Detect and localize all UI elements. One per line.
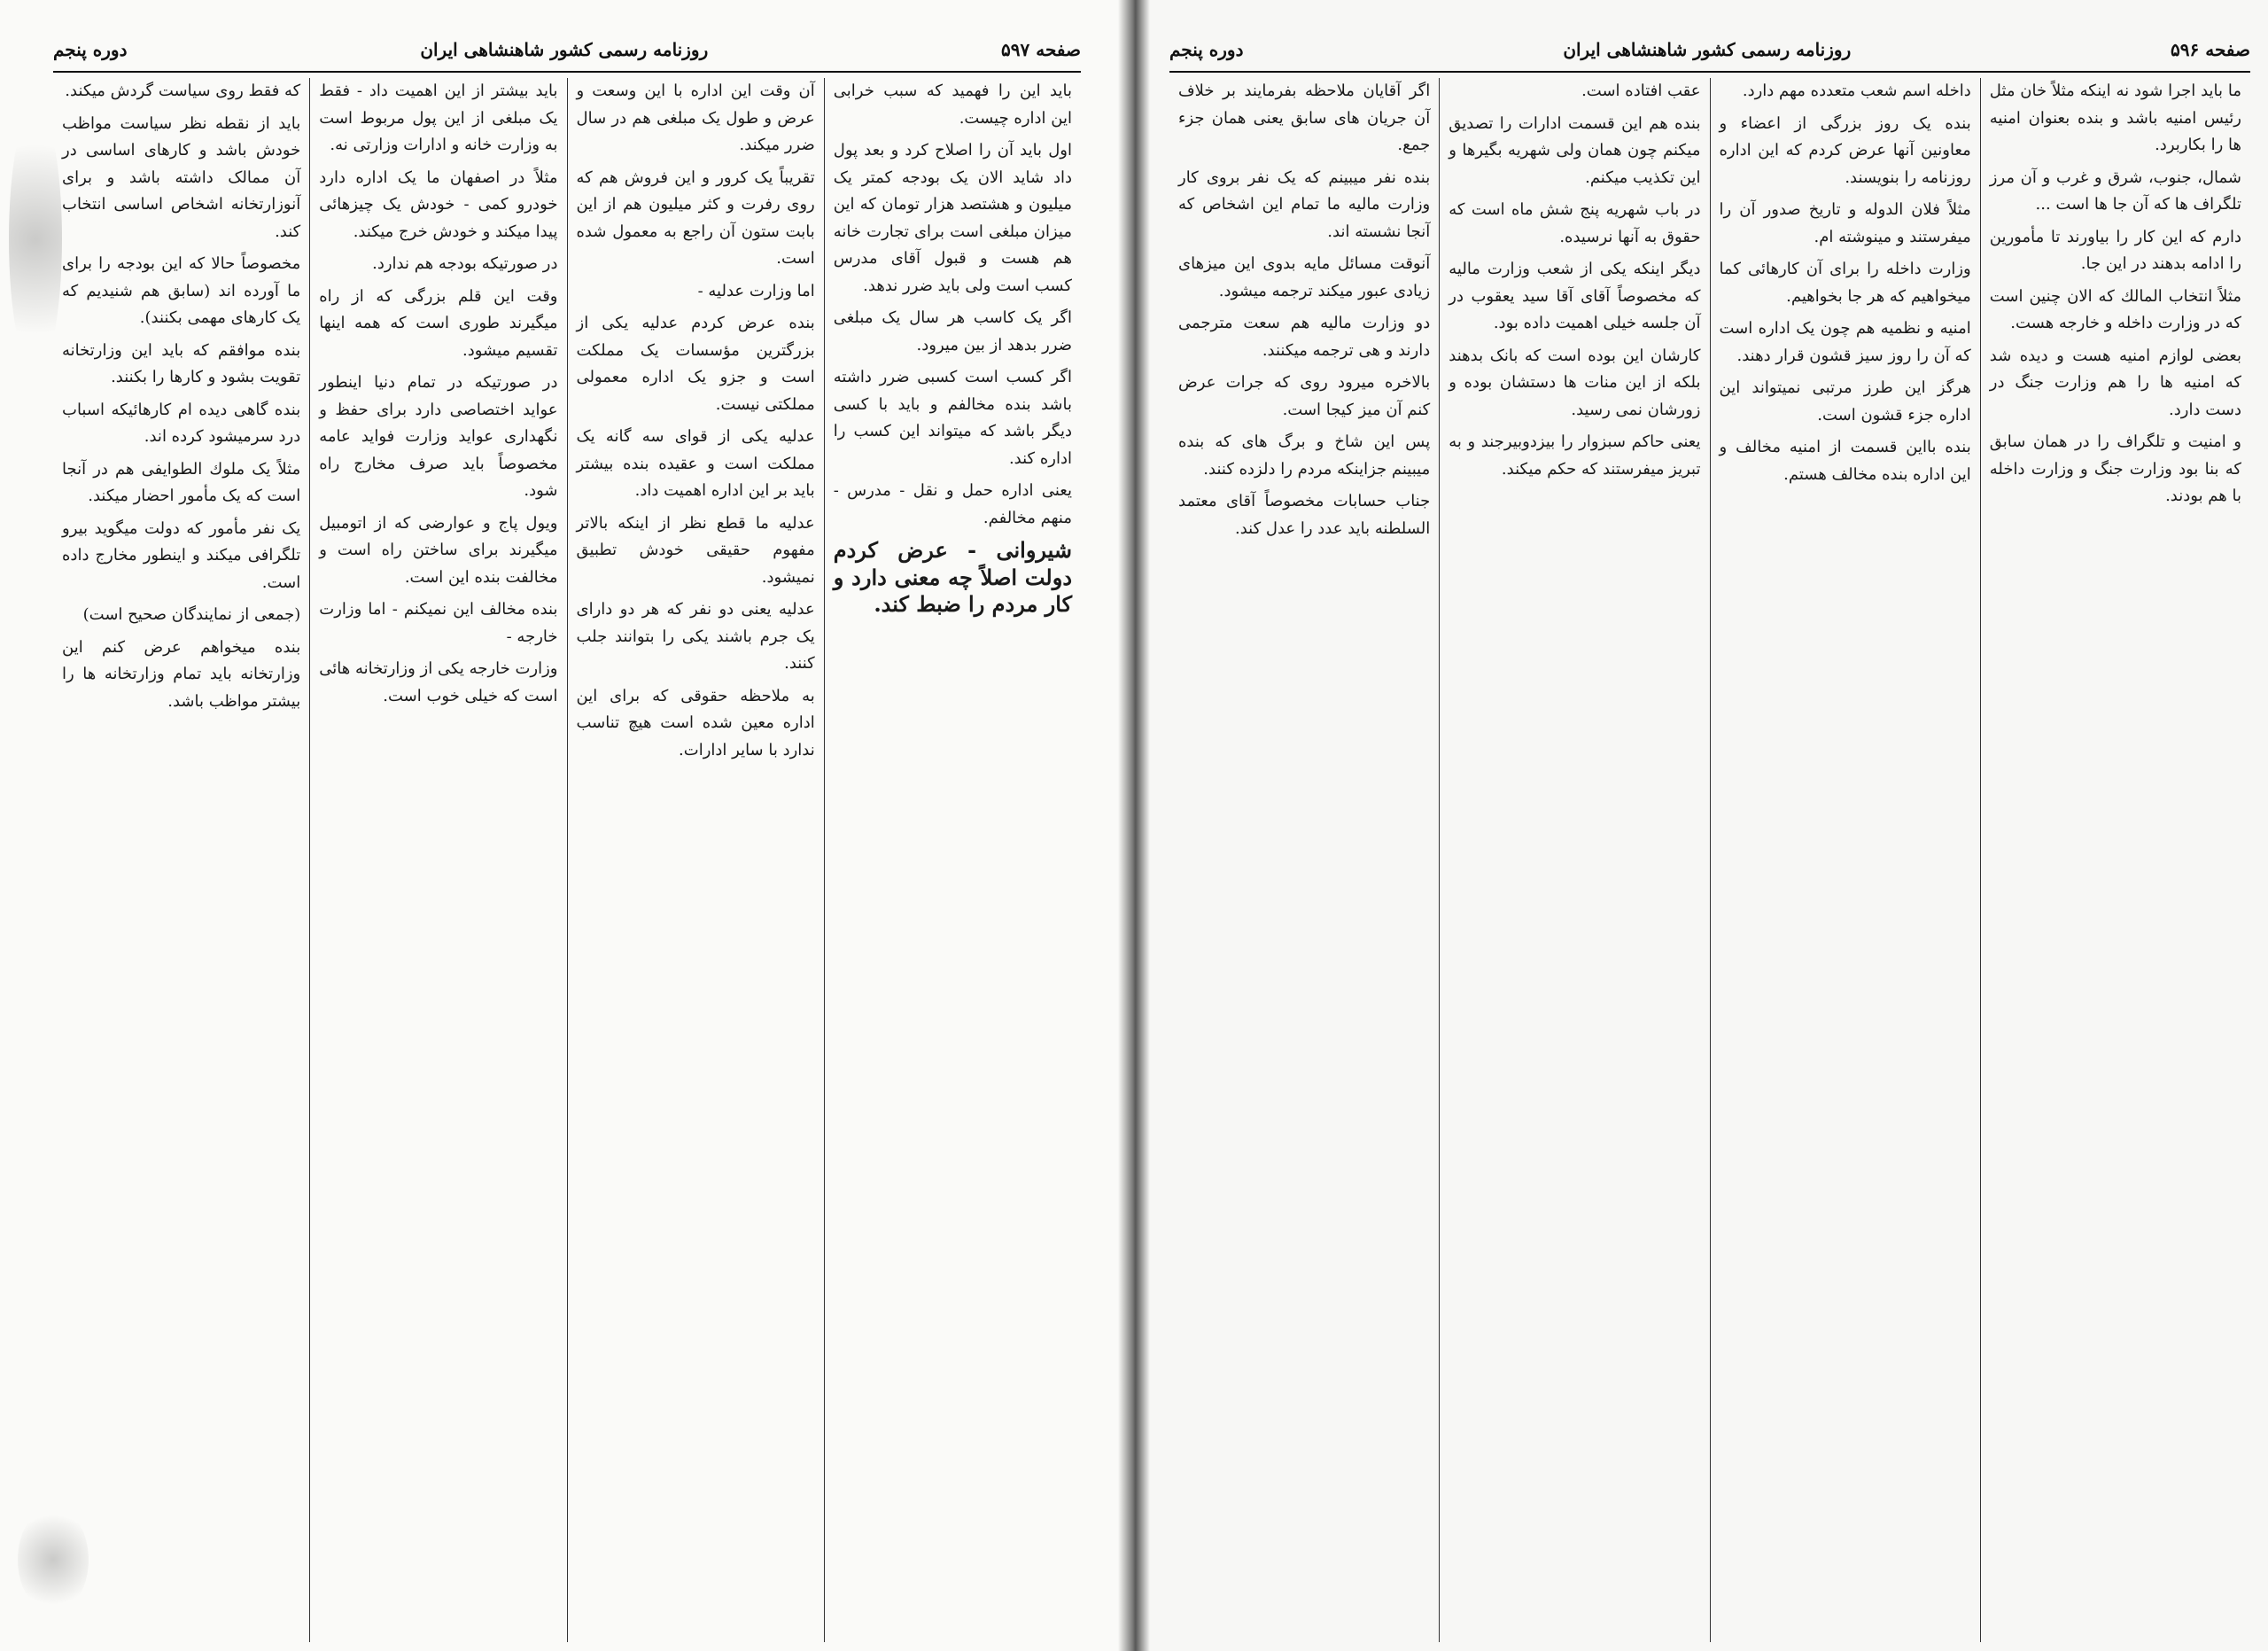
paragraph: به ملاحظه حقوقی که برای این اداره معین شده است هیچ تناسب ندارد با سایر ادارات. [576,686,815,759]
paragraph: در باب شهریه پنج شش ماه است که حقوق به آنها نرسیده. [1449,200,1701,246]
paragraph: (جمعی از نمایندگان صحیح است) [82,605,301,624]
paragraph: در صورتیکه در تمام دنیا اینطور عواید اختصاصی دارد برای حفظ و نگهداری عواید وزارت فواید عامه مخصوصاً باید صرف مخارج راه شود. [319,373,558,500]
paragraph: هرگز این طرز مرتبی نمیتواند این اداره جزء قشون است. [1719,378,1971,424]
paragraph: وزارت خارجه یکی از وزارتخانه هائی است که خیلی خوب است. [319,659,558,705]
paragraph: بنده گاهی دیده ام کارهائیکه اسباب درد سرمیشود کرده اند. [62,400,301,446]
paragraph: بنده یک روز بزرگی از اعضاء و معاونین آنها عرض کردم که این اداره روزنامه را بنویسند. [1719,113,1971,187]
left-column-1 [824,78,1081,1642]
paragraph: که فقط روی سیاست گردش میکند. [65,82,301,100]
paragraph: دیگر اینکه یکی از شعب وزارت مالیه که مخصوصاً آقای آقا سید یعقوب در آن جلسه خیلی اهمیت داده بود. [1449,260,1701,332]
left-header-rule [53,71,1081,73]
paragraph: در صورتیکه بودجه هم ندارد. [372,254,558,273]
paragraph: مثلاً انتخاب المالك که الان چنین است که در وزارت داخله و خارجه هست. [1989,286,2241,332]
right-edition-label: دوره پنجم [1169,39,1244,60]
paragraph: اگر یک کاسب هر سال یک مبلغی ضرر بدهد از بین میرود. [833,308,1072,354]
paragraph: یعنی حاکم سبزوار را بیزدوبیرجند و به تبریز میفرستند که حکم میکند. [1449,432,1701,479]
paragraph: اگر آقایان ملاحظه بفرمایند بر خلاف آن جریان های سابق یعنی همان جزء جمع. [1178,82,1431,154]
left-column-2 [567,78,824,1642]
right-columns [1169,78,2250,1642]
paragraph: باید از نقطه نظر سیاست مواظب خودش باشد و کارهای اساسی در آن ممالک داشته باشد و برای آنوزارتخانه اشخاص اساسی انتخاب کند. [62,113,301,241]
left-edition-label: دوره پنجم [53,39,128,60]
left-columns [53,78,1081,1642]
print-stain [18,1507,89,1613]
paragraph: مثلاً در اصفهان ما یک اداره دارد خودرو کمی - خودش یک چیزهائی پیدا میکند و خودش خرج میکند. [319,167,558,241]
paragraph: مثلاً یک ملوك الطوایفی هم در آنجا است که یک مأمور احضار میکند. [62,459,301,505]
paragraph: عدلیه یکی از قوای سه گانه یک مملکت است و عقیده بنده بیشتر باید بر این اداره اهمیت داد. [576,427,815,500]
right-page-number: صفحه ۵۹۶ [2171,39,2250,60]
right-column-2 [1710,78,1980,1642]
paragraph: آن وقت این اداره با این وسعت و عرض و طول یک مبلغی هم در سال ضرر میکند. [576,82,815,154]
left-column-4 [53,78,309,1642]
paragraph: بنده عرض کردم عدلیه یکی از بزرگترین مؤسسات یک مملکت است و جزو یک اداره معمولی مملکتی نیست. [576,314,815,414]
left-page-number: صفحه ۵۹۷ [1001,39,1081,60]
paragraph: اگر کسب است کسبی ضرر داشته باشد بنده مخالفم و باید با کسی دیگر باشد که میتواند این کسب را اداره کند. [833,368,1072,468]
page-gutter-fold [1118,0,1150,1651]
paragraph: بنده بااین قسمت از امنیه مخالف و این اداره بنده مخالف هستم. [1719,438,1971,484]
paragraph: دو وزارت مالیه هم سعت مترجمی دارند و هی ترجمه میکنند. [1178,314,1431,360]
paragraph: عقب افتاده است. [1581,82,1701,100]
right-column-3 [1439,78,1709,1642]
paragraph: بنده هم این قسمت ادارات را تصدیق میکنم چون همان ولی شهریه بگیرها و این تکذیب میکنم. [1449,113,1701,187]
paragraph: ما باید اجرا شود نه اینکه مثلاً خان مثل رئیس امنیه باشد و بنده بعنوان امنیه ها را بکاربرد. [1989,82,2241,154]
paragraph: بنده میخواهم عرض کنم این وزارتخانه باید تمام وزارتخانه ها را بیشتر مواظب باشد. [62,637,301,711]
left-newspaper-title: روزنامه رسمی کشور شاهنشاهی ایران [420,39,709,60]
paragraph: شمال، جنوب، شرق و غرب و آن مرز تلگراف ها که آن جا ها است ... [1989,167,2241,214]
paragraph: و امنیت و تلگراف را در همان سابق که بنا بود وزارت جنگ و وزارت داخله با هم بودند. [1989,432,2241,505]
paragraph: بنده نفر میبینم که یک نفر بروی کار وزارت مالیه ما تمام این اشخاص که آنجا نشسته اند. [1178,167,1431,241]
paragraph: یک نفر مأمور که دولت میگوید بیرو تلگرافی میکند و اینطور مخارج داده است. [62,518,301,592]
paragraph: یعنی اداره حمل و نقل - مدرس - منهم مخالفم. [833,481,1072,527]
paragraph: مخصوصاً حالا که این بودجه را برای ما آورده اند (سابق هم شنیدیم که یک کارهای مهمی بکنند). [62,254,301,327]
right-header-rule [1169,71,2250,73]
paragraph: باید بیشتر از این اهمیت داد - فقط یک مبلغی از این پول مربوط است به وزارت خانه و ادارات وزارتی نه. [319,82,558,154]
right-newspaper-title: روزنامه رسمی کشور شاهنشاهی ایران [1563,39,1852,60]
paragraph: بالاخره میرود روی که جرات عرض کنم آن میز کیجا است. [1178,373,1431,419]
paragraph: تقریباً یک کرور و این فروش هم که روی رفرت و کثر میلیون هم از این بابت ستون آن راجع به معمول شده است. [576,167,815,268]
paragraph: بنده مخالف این نمیکنم - اما وزارت خارجه - [319,600,558,646]
right-page [1134,0,2268,1651]
paragraph: عدلیه ما قطع نظر از اینکه بالاتر مفهوم حقیقی خودش تطبیق نمیشود. [576,513,815,587]
left-column-3 [309,78,566,1642]
paragraph: باید این را فهمید که سبب خرابی این اداره چیست. [833,82,1072,128]
left-page-header [53,35,1081,64]
paragraph: آنوقت مسائل مایه بدوی این میزهای زیادی عبور میکند ترجمه میشود. [1178,254,1431,300]
paragraph: ویول پاج و عوارضی که از اتومبیل میگیرند برای ساختن راه است و مخالفت بنده این است. [319,513,558,587]
print-stain [9,106,62,372]
paragraph: جناب حسابات مخصوصاً آقای معتمد السلطنه باید عدد را عدل کند. [1178,492,1431,538]
paragraph: بنده موافقم که باید این وزارتخانه تقویت بشود و کارها را بکنند. [62,340,301,386]
right-page-header [1169,35,2250,64]
right-column-4 [1169,78,1439,1642]
right-column-1 [1980,78,2250,1642]
paragraph: اما وزارت عدلیه - [697,281,815,300]
paragraph: وزارت داخله را برای آن کارهائی کما میخواهیم که هر جا بخواهیم. [1719,260,1971,306]
paragraph: عدلیه یعنی دو نفر که هر دو دارای یک جرم باشند یکی را بتوانند جلب کنند. [576,600,815,673]
paragraph: بعضی لوازم امنیه هست و دیده شد که امنیه ها را هم وزارت جنگ در دست دارد. [1989,346,2241,419]
paragraph: مثلاً فلان الدوله و تاریخ صدور آن را میفرستند و مینوشته ام. [1719,200,1971,246]
paragraph: امنیه و نظمیه هم چون یک اداره است که آن را روز سیز قشون قرار دهند. [1719,319,1971,365]
paragraph: داخله اسم شعب متعدده مهم دارد. [1742,82,1971,100]
paragraph: اول باید آن را اصلاح کرد و بعد پول داد شاید الان یک بودجه کمتر یک میلیون و هشتصد هزار تومان که این میزان مبلغی است برای تجارت خانه هم هست و قبول آقای مدرس کسب است ولی باید ضرر ندهد. [833,141,1072,295]
paragraph: کارشان این بوده است که بانک بدهند بلکه از این منات ها دستشان بوده و زورشان نمی رسید. [1449,346,1701,419]
paragraph: پس این شاخ و برگ های که بنده میبینم جزاینکه مردم را دلزده کنند. [1178,432,1431,479]
paragraph: دارم که این کار را بیاورند تا مأمورین را ادامه بدهند در این جا. [1989,227,2241,273]
paragraph: وقت این قلم بزرگی که از راه میگیرند طوری است که همه اینها تقسیم میشود. [319,286,558,360]
speaker-paragraph: شیروانی - عرض کردم دولت اصلاً چه معنی دارد و کار مردم را ضبط کند. [833,537,1072,617]
